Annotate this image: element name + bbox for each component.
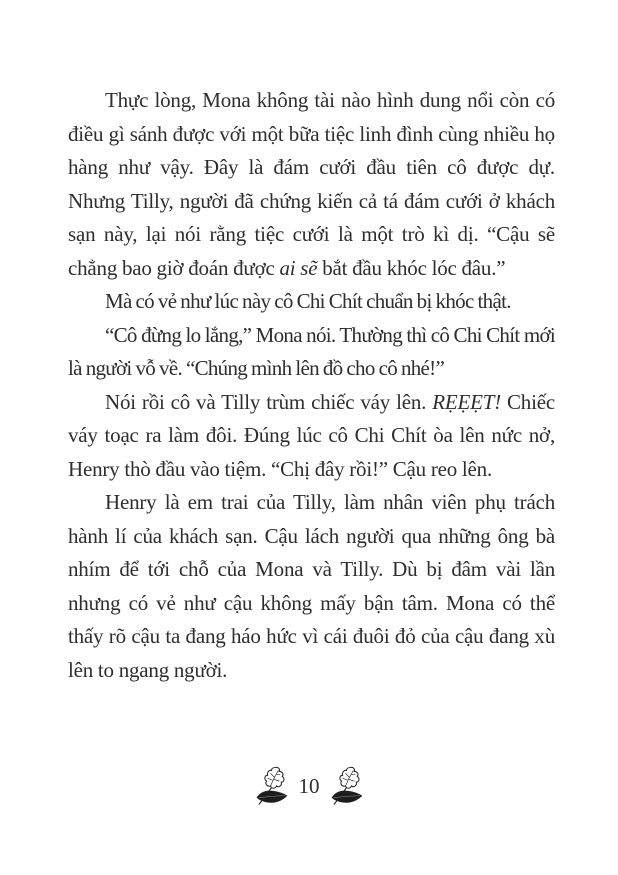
paragraph xyxy=(68,386,555,487)
paragraph xyxy=(68,486,555,687)
leaf-ornament-icon xyxy=(329,765,365,807)
paragraph xyxy=(68,84,555,285)
page-number: 10 xyxy=(298,773,320,798)
body-text: Mà có vẻ như lúc này cô Chi Chít chuẩn bị khóc thật. xyxy=(105,289,511,313)
body-text: “Cô đừng lo lắng,” Mona nói. Thường thì cô Chi Chít mới là người vỗ về. “Chúng mình lên đồ cho cô nhé!” xyxy=(68,322,555,380)
page-footer xyxy=(0,765,618,807)
italic-text: ai sẽ xyxy=(279,255,318,280)
body-text: Chiếc váy toạc ra làm đôi. Đúng lúc cô Chi Chít òa lên nức nở, Henry thò đầu vào tiệm. “Chị đây rồi!” Cậu reo lên. xyxy=(68,389,555,481)
body-text: Henry là em trai của Tilly, làm nhân viên phụ trách hành lí của khách sạn. Cậu lách người qua những ông bà nhím để tới chỗ của Mona và Tilly. Dù bị đâm vài lần nhưng có vẻ như cậu không mấy bận tâm. Mona có thể thấy rõ cậu ta đang háo hức vì cái đuôi đỏ của cậu đang xù lên to ngang người. xyxy=(68,490,555,682)
body-text: bắt đầu khóc lóc đâu.” xyxy=(317,255,506,280)
paragraph xyxy=(68,285,555,319)
body-text: Thực lòng, Mona không tài nào hình dung nổi còn có điều gì sánh được với một bữa tiệc linh đình cùng nhiều họ hàng như vậy. Đây là đám cưới đầu tiên cô được dự. Nhưng Tilly, người đã chứng kiến cả tá đám cưới ở khách sạn này, lại nói rằng tiệc cưới là một trò kì dị. “Cậu sẽ chẳng bao giờ đoán được xyxy=(68,88,555,280)
leaf-ornament-icon xyxy=(254,765,290,807)
body-text: Nói rồi cô và Tilly trùm chiếc váy lên. xyxy=(105,389,433,414)
page-text xyxy=(68,84,555,687)
italic-text: RẸẸẸT! xyxy=(432,389,501,414)
paragraph xyxy=(68,319,555,386)
